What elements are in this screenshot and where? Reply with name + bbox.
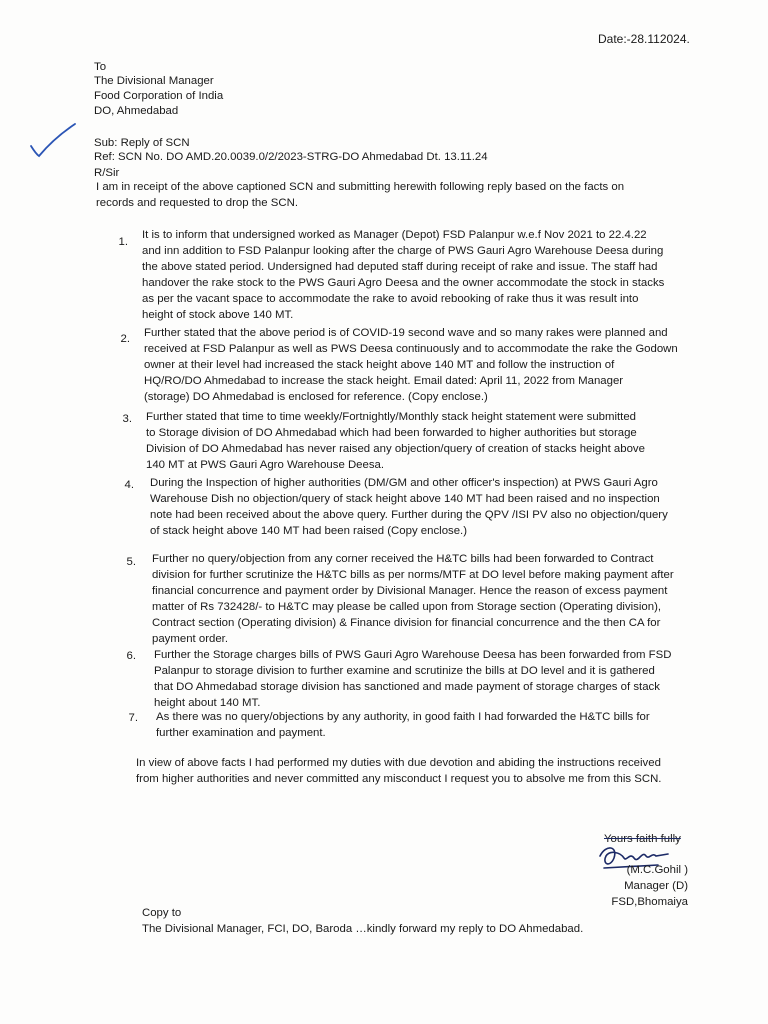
point-line: owner at their level had increased the stack height above 140 MT and follow the instruction of xyxy=(144,359,615,371)
valediction: Yours faith fully xyxy=(604,833,681,845)
point-line: further examination and payment. xyxy=(156,727,326,739)
point-line: Further no query/objection from any corner received the H&TC bills had been forwarded to Contract xyxy=(152,553,654,565)
letter-date: Date:-28.112024. xyxy=(598,32,690,46)
point-line: of stack height above 140 MT had been raised (Copy enclose.) xyxy=(150,525,468,537)
signatory-name: (M.C.Gohil ) xyxy=(626,864,688,876)
point-line: and inn addition to FSD Palanpur looking after the charge of PWS Gauri Agro Warehouse Deesa during xyxy=(142,245,664,257)
point-number: 1. xyxy=(118,236,128,248)
point-line: note had been received about the above query. Further during the QPV /ISI PV also no objection/query xyxy=(150,509,668,521)
intro-line: I am in receipt of the above captioned SCN and submitting herewith following reply based on the facts on xyxy=(96,181,625,193)
point-line: Contract section (Operating division) & Finance division for financial concurrence and the then CA for xyxy=(152,617,661,629)
point-line: As there was no query/objections by any authority, in good faith I had forwarded the H&TC bills for xyxy=(156,711,650,723)
conclusion-line: In view of above facts I had performed my duties with due devotion and abiding the instructions received xyxy=(136,757,661,769)
point-line: It is to inform that undersigned worked as Manager (Depot) FSD Palanpur w.e.f Nov 2021 to 22.4.22 xyxy=(142,229,647,241)
point-line: as per the vacant space to accommodate the rake to avoid rebooking of rake thus it was result into xyxy=(142,293,639,305)
point-number: 2. xyxy=(120,333,130,345)
recipient-title: The Divisional Manager xyxy=(94,75,214,87)
intro-line: records and requested to drop the SCN. xyxy=(96,197,298,209)
conclusion-line: from higher authorities and never committed any misconduct I request you to absolve me from this SCN. xyxy=(136,773,662,785)
point-line: financial concurrence and payment order by Divisional Manager. Hence the reason of excess payment xyxy=(152,585,668,597)
point-line: handover the rake stock to the PWS Gauri Agro Deesa and the owner accommodate the stock in stacks xyxy=(142,277,665,289)
subject-line: Sub: Reply of SCN xyxy=(94,137,190,149)
signatory-office: FSD,Bhomaiya xyxy=(611,896,688,908)
signatory-designation: Manager (D) xyxy=(624,880,688,892)
reference-line: Ref: SCN No. DO AMD.20.0039.0/2/2023-STRG-DO Ahmedabad Dt. 13.11.24 xyxy=(94,151,488,163)
point-number: 3. xyxy=(122,413,132,425)
point-line: Further stated that time to time weekly/Fortnightly/Monthly stack height statement were submitted xyxy=(146,411,637,423)
point-line: During the Inspection of higher authorities (DM/GM and other officer's inspection) at PWS Gauri Agro xyxy=(150,477,658,489)
point-line: height of stock above 140 MT. xyxy=(142,309,294,321)
point-line: received at FSD Palanpur as well as PWS Deesa continuously and to accommodate the rake the Godown xyxy=(144,343,678,355)
point-number: 4. xyxy=(124,479,134,491)
point-line: division for further scrutinize the H&TC bills as per norms/MTF at DO level before making payment after xyxy=(152,569,674,581)
point-line: that DO Ahmedabad storage division has sanctioned and made payment of storage charges of stack xyxy=(154,681,660,693)
salutation: R/Sir xyxy=(94,167,120,179)
recipient-organization: Food Corporation of India xyxy=(94,90,224,102)
copy-to-label: Copy to xyxy=(142,907,182,919)
point-line: HQ/RO/DO Ahmedabad to increase the stack height. Email dated: April 11, 2022 from Manager xyxy=(144,375,624,387)
point-line: the above stated period. Undersigned had deputed staff during receipt of rake and issue. The staff had xyxy=(142,261,658,273)
point-line: Warehouse Dish no objection/query of stack height above 140 MT had been raised and no inspection xyxy=(150,493,660,505)
point-number: 7. xyxy=(128,712,138,724)
tick-mark-icon xyxy=(28,118,78,160)
point-line: Further stated that the above period is of COVID-19 second wave and so many rakes were planned and xyxy=(144,327,668,339)
point-number: 5. xyxy=(126,556,136,568)
point-line: to Storage division of DO Ahmedabad which had been forwarded to higher authorities but storage xyxy=(146,427,637,439)
to-label: To xyxy=(94,61,107,73)
point-line: Palanpur to storage division to further examine and scrutinize the bills at DO level and it is gathered xyxy=(154,665,655,677)
recipient-office: DO, Ahmedabad xyxy=(94,105,179,117)
point-number: 6. xyxy=(126,650,136,662)
point-line: matter of Rs 732428/- to H&TC may please be called upon from Storage section (Operating division), xyxy=(152,601,662,613)
point-line: (storage) DO Ahmedabad is enclosed for reference. (Copy enclose.) xyxy=(144,391,488,403)
point-line: 140 MT at PWS Gauri Agro Warehouse Deesa. xyxy=(146,459,385,471)
point-line: Further the Storage charges bills of PWS Gauri Agro Warehouse Deesa has been forwarded from FSD xyxy=(154,649,672,661)
point-line: Division of DO Ahmedabad has never raised any objection/query of creation of stacks height above xyxy=(146,443,645,455)
point-line: height about 140 MT. xyxy=(154,697,261,709)
copy-to-text: The Divisional Manager, FCI, DO, Baroda …kindly forward my reply to DO Ahmedabad. xyxy=(142,923,584,935)
point-line: payment order. xyxy=(152,633,228,645)
